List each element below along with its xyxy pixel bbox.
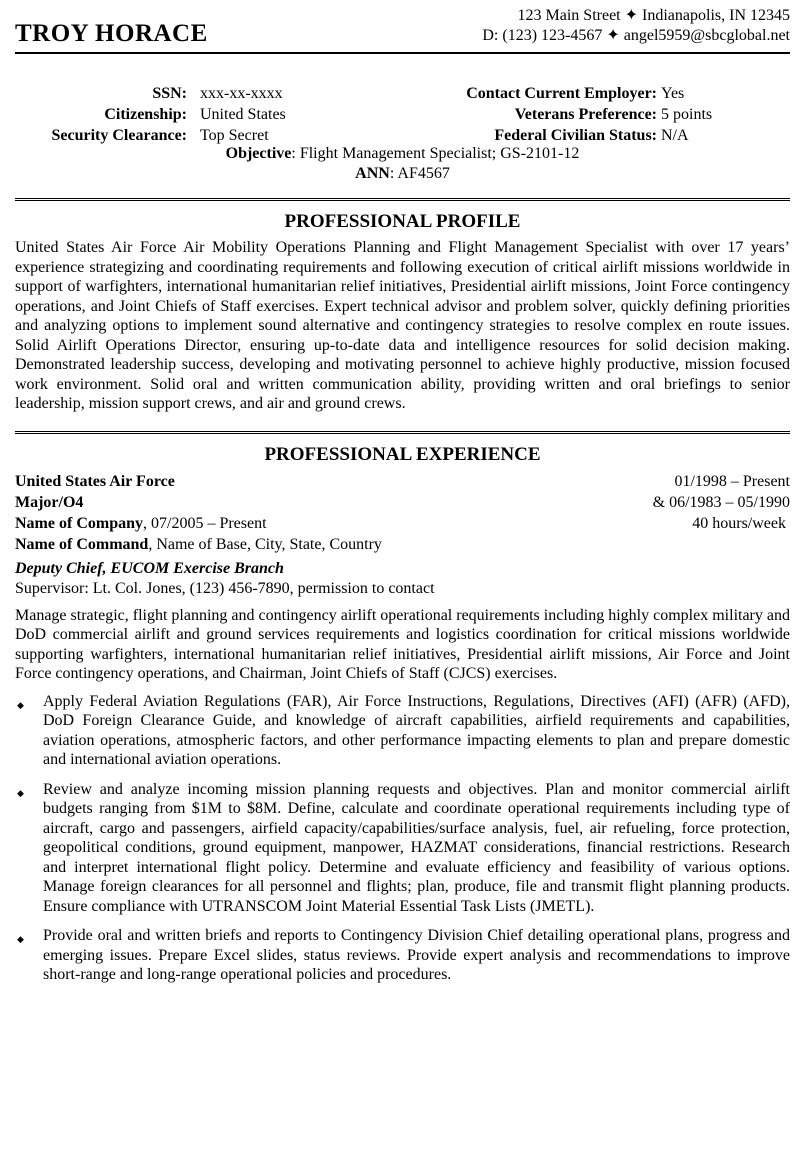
info-row-veterans-preference: Veterans Preference: 5 points (514, 106, 713, 123)
duty-list (15, 692, 790, 985)
info-label: Federal Civilian Status (494, 127, 652, 144)
resume-header (15, 0, 790, 52)
company-value: , 07/2005 – Present (143, 514, 267, 532)
diamond-bullet-icon: ◆ (17, 934, 24, 944)
experience-divider (15, 431, 790, 434)
job-summary: Manage strategic, flight planning and contingency airlift operational requirements including highly complex military and DoD commercial airlift and ground services requirements and logistics coordination for critical missions worldwide supporting warfighters, international humanitarian relief initiatives, Presidential airlift missions, Air Force and Joint Force contingency operations, and Chairman, Joint Chiefs of Staff (CJCS) exercises. (15, 606, 790, 682)
diamond-bullet-icon: ◆ (17, 699, 24, 710)
info-value: 5 points (661, 106, 713, 123)
objective-label: Objective (225, 145, 292, 162)
list-item-text: Apply Federal Aviation Regulations (FAR), Air Force Instructions, Regulations, Directives (AFI) (AFR) (AFD), DoD Foreign Clearance Guide, and knowledge of aircraft capabilities, airfield requirements and capabilities, aviation operations, atmospheric factors, and other performance impacting elements to plan and prepare domestic and international aviation operations. (43, 692, 790, 768)
info-value: N/A (661, 127, 689, 144)
company-line (15, 513, 382, 534)
personal-info-left (15, 83, 335, 146)
ann-value: AF4567 (397, 165, 450, 182)
objective-line: Objective: Flight Management Specialist; GS-2101-12 (225, 145, 580, 162)
list-item (15, 780, 790, 917)
ann-label: ANN (355, 165, 390, 182)
objective-block (15, 144, 790, 198)
hours-per-week: 40 hours/week (692, 514, 786, 532)
personal-info-right (335, 83, 790, 146)
address-line: 123 Main Street ✦ Indianapolis, IN 12345 (517, 7, 790, 24)
info-label: SSN (152, 85, 182, 102)
profile-text: United States Air Force Air Mobility Operations Planning and Flight Management Specialist with over 17 years’ experience strategizing and coordinating requirements and following execution of critical airlift missions worldwide in support of warfighters, international humanitarian relief initiatives, Presidential airlift missions, Joint Force contingency operations, and Joint Chiefs of Staff exercises. Expert technical advisor and problem solver, quickly defining priorities and analyzing options to implement sound alternative and contingency strategies to resolve complex en route issues. Solid Airlift Operations Director, ensuring up-to-date data and intelligence resources for solid decision making. Demonstrated leadership success, developing and motivating personnel to achieve highly productive, mission focused work environment. Solid oral and written communication ability, providing written and oral briefings to senior leadership, mission support crews, and air and ground crews. (15, 239, 790, 412)
personal-info (15, 54, 790, 144)
experience-right (653, 471, 790, 534)
info-row-citizenship: Citizenship: United States (104, 106, 286, 123)
list-item-text: Review and analyze incoming mission planning requests and objectives. Plan and monitor commercial airlift budgets ranging from $1M to $8M. Define, calculate and coordinate operational requirements including type of aircraft, cargo and passengers, airfield capacity/capabilities/surface analysis, fuel, air refueling, force protection, geopolitical conditions, ground equipment, manpower, HAZMAT considerations, financial restrictions. Research and interpret international flight policy. Determine and evaluate efficiency and feasibility of various options. Manage foreign clearances for all personnel and flights; plan, produce, file and transmit flight planning products. Ensure compliance with UTRANSCOM Joint Material Essential Task Lists (JMETL). (43, 780, 790, 915)
info-value: Yes (661, 85, 685, 102)
info-row-civilian-status: Federal Civilian Status: N/A (494, 127, 689, 144)
info-label: Security Clearance (51, 127, 182, 144)
info-value: Top Secret (200, 127, 269, 144)
info-value: United States (200, 106, 286, 123)
list-item (15, 926, 790, 985)
profile-divider (15, 198, 790, 201)
info-row-contact-employer: Contact Current Employer: Yes (466, 85, 685, 102)
command-label: Name of Command (15, 535, 149, 553)
experience-left (15, 471, 382, 555)
profile-title: PROFESSIONAL PROFILE (284, 211, 521, 232)
command-line (15, 534, 382, 555)
company-label: Name of Company (15, 514, 143, 532)
info-row-ssn: SSN: xxx-xx-xxxx (152, 85, 283, 102)
supervisor: Supervisor: Lt. Col. Jones, (123) 456-7890, permission to contact (15, 579, 435, 597)
info-value: xxx-xx-xxxx (200, 85, 283, 102)
dates-current: 01/1998 – Present (674, 472, 790, 490)
diamond-bullet-icon: ◆ (17, 787, 24, 798)
candidate-name: TROY HORACE (15, 20, 208, 47)
list-item-text: Provide oral and written briefs and reports to Contingency Division Chief detailing operational plans, progress and emerging issues. Prepare Excel slides, status reviews. Provide expert analysis and recommendations to improve short-range and long-range operational policies and procedures. (43, 927, 790, 983)
experience-title: PROFESSIONAL EXPERIENCE (264, 443, 541, 465)
job-title: Deputy Chief, EUCOM Exercise Branch (15, 559, 284, 577)
info-label: Veterans Preference (514, 106, 652, 123)
objective-value: Flight Management Specialist; GS-2101-12 (299, 145, 580, 162)
command-value: , Name of Base, City, State, Country (148, 535, 382, 553)
ann-line: ANN: AF4567 (355, 165, 450, 182)
contact-block (482, 6, 790, 46)
info-label: Contact Current Employer (466, 85, 652, 102)
phone-email-line: D: (123) 123-4567 ✦ angel5959@sbcglobal.net (482, 27, 790, 44)
info-label: Citizenship (104, 106, 182, 123)
info-row-clearance: Security Clearance: Top Secret (51, 127, 269, 144)
experience-header (15, 471, 790, 556)
resume-page (15, 0, 790, 995)
dates-prior: & 06/1983 – 05/1990 (652, 493, 790, 511)
list-item (15, 692, 790, 770)
employer: United States Air Force (15, 472, 175, 490)
rank: Major/O4 (15, 493, 84, 511)
